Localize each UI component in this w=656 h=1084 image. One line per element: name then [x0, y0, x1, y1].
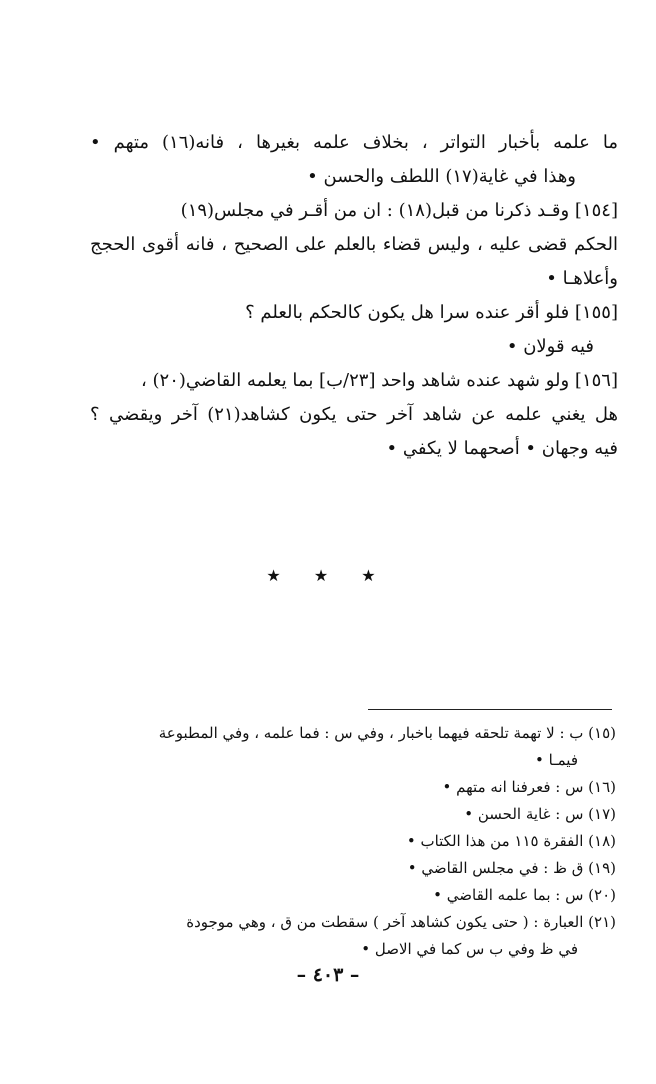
paragraph-154-start: [١٥٤] وقـد ذكرنا من قبل(١٨) : ان من أقـر في مجلس(١٩) — [180, 200, 618, 221]
footnotes — [100, 720, 616, 963]
text-line: وهذا في غاية(١٧) اللطف والحسن • — [307, 166, 576, 187]
text-line: الحكم قضى عليه ، وليس قضاء بالعلم على الصحيح ، فانه أقوى الحجج — [90, 234, 618, 255]
paragraph-155-start: [١٥٥] فلو أقر عنده سرا هل يكون كالحكم بالعلم ؟ — [245, 302, 618, 323]
text-line: ما علمه بأخبار التواتر ، بخلاف علمه بغيرها ، فانه(١٦) متهم • — [90, 132, 618, 153]
text-line: وأعلاهـا • — [546, 268, 618, 289]
footnote-19: (١٩) ق ظ : في مجلس القاضي • — [407, 859, 616, 877]
text-line: فيه وجهان • أصحهما لا يكفي • — [386, 438, 618, 459]
footnote-15-cont: فيمـا • — [535, 751, 578, 769]
paragraph-156-start: [١٥٦] ولو شهد عنده شاهد واحد [٢٣/ب] بما يعلمه القاضي(٢٠) ، — [140, 370, 618, 391]
footnote-16: (١٦) س : فعرفنا انه متهم • — [442, 778, 616, 796]
footnote-20: (٢٠) س : بما علمه القاضي • — [433, 886, 616, 904]
footnote-17: (١٧) س : غاية الحسن • — [464, 805, 616, 823]
footnote-15: (١٥) ب : لا تهمة تلحقه فيهما باخبار ، وفي س : فما علمه ، وفي المطبوعة — [158, 724, 616, 742]
footnote-divider — [368, 709, 612, 710]
footnote-18: (١٨) الفقرة ١١٥ من هذا الكتاب • — [406, 832, 616, 850]
footnote-21-cont: في ظ وفي ب س كما في الاصل • — [361, 940, 578, 958]
footnote-21: (٢١) العبارة : ( حتى يكون كشاهد آخر ) سقطت من ق ، وهي موجودة — [186, 913, 616, 931]
section-separator: ★ ★ ★ — [266, 566, 390, 585]
page-number: – ٤٠٣ – — [296, 964, 360, 986]
main-text — [90, 126, 618, 466]
text-line: فيه قولان • — [506, 336, 594, 357]
text-line: هل يغني علمه عن شاهد آخر حتى يكون كشاهد(٢١) آخر ويقضي ؟ — [90, 404, 618, 425]
